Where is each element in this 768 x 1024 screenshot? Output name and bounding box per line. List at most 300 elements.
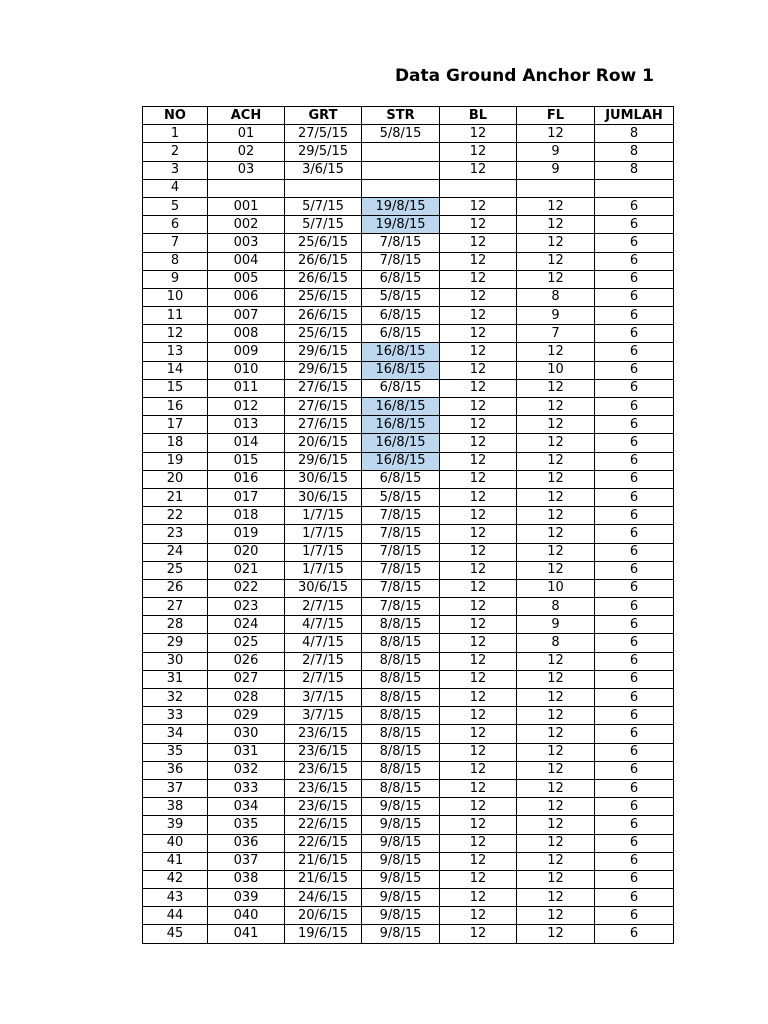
cell-str: 7/8/15 <box>362 561 440 579</box>
table-row <box>143 525 674 543</box>
cell-fl: 12 <box>517 925 595 943</box>
cell-str: 8/8/15 <box>362 670 440 688</box>
cell-str: 7/8/15 <box>362 579 440 597</box>
cell-ach: 037 <box>208 852 285 870</box>
cell-grt: 29/5/15 <box>285 143 362 161</box>
cell-fl: 12 <box>517 543 595 561</box>
cell-jumlah: 8 <box>595 143 674 161</box>
cell-grt: 23/6/15 <box>285 798 362 816</box>
cell-grt: 4/7/15 <box>285 616 362 634</box>
cell-ach: 016 <box>208 470 285 488</box>
cell-jumlah <box>595 179 674 197</box>
table-row <box>143 798 674 816</box>
cell-no: 14 <box>143 361 208 379</box>
cell-fl: 8 <box>517 288 595 306</box>
cell-jumlah: 6 <box>595 779 674 797</box>
cell-jumlah: 6 <box>595 816 674 834</box>
cell-grt: 22/6/15 <box>285 834 362 852</box>
cell-fl: 9 <box>517 307 595 325</box>
cell-jumlah: 6 <box>595 488 674 506</box>
cell-fl: 12 <box>517 488 595 506</box>
cell-ach: 038 <box>208 870 285 888</box>
cell-no: 22 <box>143 507 208 525</box>
cell-ach: 008 <box>208 325 285 343</box>
cell-str: 6/8/15 <box>362 307 440 325</box>
cell-grt: 29/6/15 <box>285 452 362 470</box>
table-row <box>143 634 674 652</box>
cell-str: 16/8/15 <box>362 416 440 434</box>
cell-grt: 20/6/15 <box>285 907 362 925</box>
cell-jumlah: 6 <box>595 452 674 470</box>
table-header-row <box>143 107 674 125</box>
cell-no: 1 <box>143 125 208 143</box>
cell-str: 8/8/15 <box>362 761 440 779</box>
cell-jumlah: 6 <box>595 343 674 361</box>
cell-no: 42 <box>143 870 208 888</box>
cell-str: 8/8/15 <box>362 743 440 761</box>
table-row <box>143 834 674 852</box>
cell-ach: 02 <box>208 143 285 161</box>
cell-grt: 22/6/15 <box>285 816 362 834</box>
cell-no: 31 <box>143 670 208 688</box>
cell-grt: 27/6/15 <box>285 379 362 397</box>
anchor-data-table <box>142 106 674 944</box>
cell-grt <box>285 179 362 197</box>
cell-str: 7/8/15 <box>362 525 440 543</box>
cell-fl: 12 <box>517 834 595 852</box>
cell-ach: 011 <box>208 379 285 397</box>
cell-no: 16 <box>143 398 208 416</box>
cell-ach: 03 <box>208 161 285 179</box>
table-row <box>143 361 674 379</box>
cell-str: 8/8/15 <box>362 725 440 743</box>
table-row <box>143 416 674 434</box>
table-row <box>143 670 674 688</box>
cell-ach: 005 <box>208 270 285 288</box>
cell-bl: 12 <box>440 634 517 652</box>
cell-grt: 23/6/15 <box>285 743 362 761</box>
cell-grt: 27/5/15 <box>285 125 362 143</box>
cell-grt: 2/7/15 <box>285 652 362 670</box>
cell-no: 21 <box>143 488 208 506</box>
cell-ach: 029 <box>208 707 285 725</box>
cell-no: 18 <box>143 434 208 452</box>
cell-ach: 040 <box>208 907 285 925</box>
cell-jumlah: 6 <box>595 525 674 543</box>
cell-bl: 12 <box>440 216 517 234</box>
cell-no: 35 <box>143 743 208 761</box>
cell-ach: 041 <box>208 925 285 943</box>
cell-fl: 12 <box>517 652 595 670</box>
cell-str <box>362 143 440 161</box>
cell-fl: 12 <box>517 434 595 452</box>
table-row <box>143 616 674 634</box>
cell-no: 34 <box>143 725 208 743</box>
cell-bl: 12 <box>440 543 517 561</box>
table-row <box>143 579 674 597</box>
cell-fl: 12 <box>517 270 595 288</box>
column-header-ach: ACH <box>208 107 285 125</box>
cell-jumlah: 6 <box>595 925 674 943</box>
cell-bl: 12 <box>440 743 517 761</box>
cell-grt: 30/6/15 <box>285 470 362 488</box>
cell-bl: 12 <box>440 798 517 816</box>
cell-str: 8/8/15 <box>362 652 440 670</box>
cell-jumlah: 6 <box>595 470 674 488</box>
cell-fl: 10 <box>517 579 595 597</box>
cell-grt: 3/7/15 <box>285 689 362 707</box>
cell-bl: 12 <box>440 379 517 397</box>
cell-no: 39 <box>143 816 208 834</box>
cell-str: 7/8/15 <box>362 234 440 252</box>
cell-no: 30 <box>143 652 208 670</box>
cell-bl: 12 <box>440 816 517 834</box>
cell-bl: 12 <box>440 870 517 888</box>
cell-str: 8/8/15 <box>362 616 440 634</box>
cell-ach <box>208 179 285 197</box>
cell-bl: 12 <box>440 561 517 579</box>
cell-fl: 8 <box>517 598 595 616</box>
cell-fl: 12 <box>517 852 595 870</box>
cell-ach: 010 <box>208 361 285 379</box>
cell-str: 6/8/15 <box>362 270 440 288</box>
cell-str: 16/8/15 <box>362 343 440 361</box>
cell-bl: 12 <box>440 689 517 707</box>
cell-no: 4 <box>143 179 208 197</box>
cell-bl: 12 <box>440 761 517 779</box>
cell-str: 8/8/15 <box>362 779 440 797</box>
cell-grt: 25/6/15 <box>285 288 362 306</box>
cell-bl: 12 <box>440 507 517 525</box>
cell-jumlah: 6 <box>595 216 674 234</box>
cell-ach: 017 <box>208 488 285 506</box>
cell-fl: 12 <box>517 743 595 761</box>
cell-bl: 12 <box>440 470 517 488</box>
cell-bl: 12 <box>440 579 517 597</box>
cell-no: 7 <box>143 234 208 252</box>
cell-bl: 12 <box>440 288 517 306</box>
cell-ach: 006 <box>208 288 285 306</box>
cell-bl: 12 <box>440 416 517 434</box>
cell-jumlah: 6 <box>595 379 674 397</box>
cell-ach: 028 <box>208 689 285 707</box>
cell-no: 38 <box>143 798 208 816</box>
cell-grt: 19/6/15 <box>285 925 362 943</box>
cell-ach: 019 <box>208 525 285 543</box>
table-row <box>143 288 674 306</box>
cell-str: 16/8/15 <box>362 434 440 452</box>
cell-str: 5/8/15 <box>362 125 440 143</box>
cell-str: 16/8/15 <box>362 361 440 379</box>
column-header-grt: GRT <box>285 107 362 125</box>
cell-fl: 12 <box>517 525 595 543</box>
table-row <box>143 252 674 270</box>
table-body <box>143 125 674 943</box>
cell-grt: 29/6/15 <box>285 361 362 379</box>
cell-str: 7/8/15 <box>362 507 440 525</box>
cell-no: 44 <box>143 907 208 925</box>
cell-fl: 12 <box>517 761 595 779</box>
cell-fl: 12 <box>517 507 595 525</box>
cell-str: 5/8/15 <box>362 288 440 306</box>
cell-ach: 022 <box>208 579 285 597</box>
cell-no: 23 <box>143 525 208 543</box>
cell-grt: 2/7/15 <box>285 598 362 616</box>
cell-jumlah: 6 <box>595 689 674 707</box>
table-row <box>143 779 674 797</box>
cell-bl: 12 <box>440 434 517 452</box>
cell-str: 9/8/15 <box>362 870 440 888</box>
cell-bl <box>440 179 517 197</box>
cell-grt: 5/7/15 <box>285 197 362 215</box>
cell-grt: 1/7/15 <box>285 561 362 579</box>
cell-jumlah: 6 <box>595 325 674 343</box>
cell-ach: 030 <box>208 725 285 743</box>
cell-bl: 12 <box>440 598 517 616</box>
column-header-jumlah: JUMLAH <box>595 107 674 125</box>
cell-fl: 7 <box>517 325 595 343</box>
cell-str: 9/8/15 <box>362 834 440 852</box>
cell-jumlah: 6 <box>595 670 674 688</box>
cell-str: 5/8/15 <box>362 488 440 506</box>
cell-bl: 12 <box>440 398 517 416</box>
cell-fl: 12 <box>517 670 595 688</box>
cell-no: 10 <box>143 288 208 306</box>
cell-fl: 12 <box>517 816 595 834</box>
table-row <box>143 816 674 834</box>
cell-jumlah: 6 <box>595 907 674 925</box>
cell-grt: 23/6/15 <box>285 725 362 743</box>
cell-jumlah: 6 <box>595 561 674 579</box>
table-row <box>143 561 674 579</box>
table-row <box>143 598 674 616</box>
cell-fl: 12 <box>517 125 595 143</box>
cell-str: 9/8/15 <box>362 816 440 834</box>
cell-fl: 12 <box>517 398 595 416</box>
cell-fl: 9 <box>517 161 595 179</box>
cell-bl: 12 <box>440 779 517 797</box>
cell-fl: 12 <box>517 689 595 707</box>
cell-jumlah: 6 <box>595 743 674 761</box>
table-row <box>143 889 674 907</box>
cell-no: 43 <box>143 889 208 907</box>
table-row <box>143 179 674 197</box>
cell-grt: 26/6/15 <box>285 270 362 288</box>
cell-no: 24 <box>143 543 208 561</box>
cell-ach: 039 <box>208 889 285 907</box>
cell-no: 28 <box>143 616 208 634</box>
cell-ach: 018 <box>208 507 285 525</box>
cell-grt: 23/6/15 <box>285 779 362 797</box>
cell-ach: 023 <box>208 598 285 616</box>
cell-fl <box>517 179 595 197</box>
cell-jumlah: 6 <box>595 416 674 434</box>
cell-ach: 034 <box>208 798 285 816</box>
cell-jumlah: 6 <box>595 798 674 816</box>
column-header-bl: BL <box>440 107 517 125</box>
cell-bl: 12 <box>440 307 517 325</box>
cell-no: 17 <box>143 416 208 434</box>
cell-ach: 033 <box>208 779 285 797</box>
cell-jumlah: 6 <box>595 361 674 379</box>
table-row <box>143 652 674 670</box>
cell-no: 6 <box>143 216 208 234</box>
cell-jumlah: 6 <box>595 543 674 561</box>
table-row <box>143 907 674 925</box>
cell-grt: 5/7/15 <box>285 216 362 234</box>
cell-jumlah: 6 <box>595 197 674 215</box>
table-row <box>143 343 674 361</box>
cell-bl: 12 <box>440 707 517 725</box>
cell-jumlah: 6 <box>595 434 674 452</box>
cell-no: 32 <box>143 689 208 707</box>
cell-ach: 015 <box>208 452 285 470</box>
cell-jumlah: 6 <box>595 252 674 270</box>
table-row <box>143 507 674 525</box>
cell-bl: 12 <box>440 270 517 288</box>
cell-str: 19/8/15 <box>362 197 440 215</box>
table-row <box>143 488 674 506</box>
column-header-str: STR <box>362 107 440 125</box>
cell-jumlah: 6 <box>595 852 674 870</box>
table-row <box>143 270 674 288</box>
cell-ach: 013 <box>208 416 285 434</box>
cell-ach: 021 <box>208 561 285 579</box>
table-row <box>143 743 674 761</box>
cell-no: 19 <box>143 452 208 470</box>
table-row <box>143 434 674 452</box>
cell-grt: 20/6/15 <box>285 434 362 452</box>
table-row <box>143 307 674 325</box>
cell-no: 9 <box>143 270 208 288</box>
cell-fl: 12 <box>517 216 595 234</box>
cell-str: 9/8/15 <box>362 852 440 870</box>
cell-bl: 12 <box>440 670 517 688</box>
table-row <box>143 707 674 725</box>
cell-str <box>362 161 440 179</box>
cell-ach: 01 <box>208 125 285 143</box>
table-row <box>143 234 674 252</box>
table-row <box>143 325 674 343</box>
cell-bl: 12 <box>440 834 517 852</box>
cell-bl: 12 <box>440 234 517 252</box>
cell-bl: 12 <box>440 161 517 179</box>
cell-no: 15 <box>143 379 208 397</box>
cell-no: 40 <box>143 834 208 852</box>
cell-str: 7/8/15 <box>362 598 440 616</box>
cell-grt: 26/6/15 <box>285 252 362 270</box>
cell-str: 6/8/15 <box>362 470 440 488</box>
column-header-no: NO <box>143 107 208 125</box>
cell-no: 45 <box>143 925 208 943</box>
cell-fl: 12 <box>517 907 595 925</box>
cell-bl: 12 <box>440 143 517 161</box>
cell-jumlah: 6 <box>595 725 674 743</box>
cell-no: 27 <box>143 598 208 616</box>
cell-grt: 25/6/15 <box>285 234 362 252</box>
cell-str: 16/8/15 <box>362 452 440 470</box>
cell-bl: 12 <box>440 252 517 270</box>
cell-str: 8/8/15 <box>362 634 440 652</box>
cell-no: 3 <box>143 161 208 179</box>
column-header-fl: FL <box>517 107 595 125</box>
cell-fl: 12 <box>517 452 595 470</box>
cell-bl: 12 <box>440 889 517 907</box>
table-row <box>143 398 674 416</box>
cell-str <box>362 179 440 197</box>
cell-grt: 26/6/15 <box>285 307 362 325</box>
cell-fl: 8 <box>517 634 595 652</box>
cell-ach: 007 <box>208 307 285 325</box>
cell-bl: 12 <box>440 452 517 470</box>
cell-jumlah: 6 <box>595 288 674 306</box>
cell-bl: 12 <box>440 343 517 361</box>
cell-grt: 1/7/15 <box>285 507 362 525</box>
cell-no: 8 <box>143 252 208 270</box>
cell-no: 36 <box>143 761 208 779</box>
cell-jumlah: 8 <box>595 125 674 143</box>
cell-bl: 12 <box>440 725 517 743</box>
cell-fl: 12 <box>517 707 595 725</box>
cell-ach: 035 <box>208 816 285 834</box>
cell-str: 7/8/15 <box>362 252 440 270</box>
table-row <box>143 125 674 143</box>
cell-str: 9/8/15 <box>362 907 440 925</box>
cell-no: 26 <box>143 579 208 597</box>
cell-ach: 014 <box>208 434 285 452</box>
cell-jumlah: 6 <box>595 870 674 888</box>
cell-grt: 21/6/15 <box>285 870 362 888</box>
table-row <box>143 761 674 779</box>
table-row <box>143 689 674 707</box>
cell-ach: 025 <box>208 634 285 652</box>
cell-fl: 12 <box>517 343 595 361</box>
cell-grt: 23/6/15 <box>285 761 362 779</box>
cell-str: 6/8/15 <box>362 379 440 397</box>
cell-jumlah: 6 <box>595 307 674 325</box>
cell-jumlah: 8 <box>595 161 674 179</box>
cell-fl: 12 <box>517 470 595 488</box>
table-row <box>143 216 674 234</box>
cell-jumlah: 6 <box>595 234 674 252</box>
cell-fl: 10 <box>517 361 595 379</box>
cell-fl: 12 <box>517 798 595 816</box>
cell-jumlah: 6 <box>595 889 674 907</box>
page-title: Data Ground Anchor Row 1 <box>394 66 654 86</box>
cell-ach: 027 <box>208 670 285 688</box>
cell-bl: 12 <box>440 852 517 870</box>
cell-fl: 9 <box>517 143 595 161</box>
cell-fl: 12 <box>517 197 595 215</box>
cell-str: 6/8/15 <box>362 325 440 343</box>
cell-no: 20 <box>143 470 208 488</box>
cell-grt: 3/6/15 <box>285 161 362 179</box>
cell-fl: 12 <box>517 561 595 579</box>
cell-bl: 12 <box>440 325 517 343</box>
cell-bl: 12 <box>440 361 517 379</box>
cell-no: 13 <box>143 343 208 361</box>
cell-ach: 004 <box>208 252 285 270</box>
cell-fl: 9 <box>517 616 595 634</box>
cell-no: 29 <box>143 634 208 652</box>
cell-ach: 031 <box>208 743 285 761</box>
cell-ach: 024 <box>208 616 285 634</box>
cell-fl: 12 <box>517 779 595 797</box>
cell-jumlah: 6 <box>595 707 674 725</box>
cell-no: 37 <box>143 779 208 797</box>
cell-bl: 12 <box>440 525 517 543</box>
cell-grt: 2/7/15 <box>285 670 362 688</box>
